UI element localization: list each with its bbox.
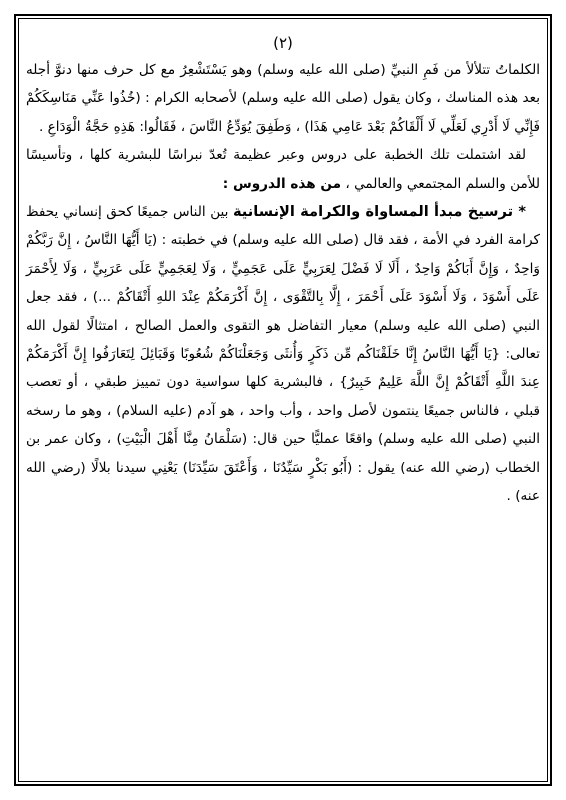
paragraph-lessons-intro	[26, 141, 540, 198]
page-number: (٢)	[273, 34, 293, 52]
lesson-body: بين الناس جميعًا كحق إنساني يحفظ كرامة الفرد في الأمة ، فقد قال (صلى الله عليه وسلم) في خطبته : (يَا أَيُّهَا النَّاسُ ، إِنَّ رَبَّكُمْ وَاحِدٌ ، وَإِنَّ أَبَاكُمْ وَاحِدٌ ، أَلَا لَا فَضْلَ لِعَرَبِيٍّ عَلَى عَجَمِيٍّ ، وَلَا لِعَجَمِيٍّ عَلَى عَرَبِيٍّ ، وَلَا لِأَحْمَرَ عَلَى أَسْوَدَ ، وَلَا أَسْوَدَ عَلَى أَحْمَرَ ، إِلَّا بِالتَّقْوَى ، إِنَّ أَكْرَمَكُمْ عِنْدَ اللهِ أَتْقَاكُمْ ...) ، فقد جعل النبي (صلى الله عليه وسلم) معيار التفاضل هو التقوى والعمل الصالح ، امتثالًا لقول الله تعالى: {يَا أَيُّهَا النَّاسُ إِنَّا خَلَقْنَاكُم مِّن ذَكَرٍ وَأُنثَى وَجَعَلْنَاكُمْ شُعُوبًا وَقَبَائِلَ لِتَعَارَفُوا إِنَّ أَكْرَمَكُمْ عِندَ اللَّهِ أَتْقَاكُمْ إِنَّ اللَّهَ عَلِيمٌ خَبِيرٌ} ، فالبشرية كلها سواسية دون تمييز طبقي ، أو تعصب قبلي ، فالناس جميعًا ينتمون لأصل واحد ، وأب واحد ، هو آدم (عليه السلام) ، وهو ما رسخه النبي (صلى الله عليه وسلم) واقعًا عمليًّا حين قال: (سَلْمَانُ مِنَّا أَهْلَ الْبَيْتِ) ، وكان عمر بن الخطاب (رضي الله عنه) يقول : (أَبُو بَكْرٍ سَيِّدُنَا ، وَأَعْتَقَ سَيِّدَنَا) يَعْنِي سيدنا بلالًا (رضي الله عنه) .	[26, 204, 540, 505]
lessons-lead: من هذه الدروس :	[222, 175, 342, 192]
lessons-intro-text: لقد اشتملت تلك الخطبة على دروس وعبر عظيمة تُعدّ نبراسًا للبشرية كلها ، وتأسيسًا للأمن والسلم المجتمعي والعالمي ،	[26, 147, 540, 192]
paragraph-lesson-equality	[26, 198, 540, 510]
paragraph-farewell-words: الكلماتُ تتلألأ من فَمِ النبيِّ (صلى الله عليه وسلم) وهو يَسْتَشْعِرُ مع كل حرف منها دنوَّ أجله بعد هذه المناسك ، وكان يقول (صلى الله عليه وسلم) لأصحابه الكرام : (خُذُوا عَنِّي مَنَاسِكَكُمْ فَإِنِّي لَا أَدْرِي لَعَلِّي لَا أَلْقَاكُمْ بَعْدَ عَامِي هَذَا) ، وَطَفِقَ يُوَدِّعُ النَّاسَ ، فَقَالُوا: هَذِهِ حَجَّةُ الْوَدَاعِ .	[26, 62, 540, 135]
lesson-heading: * ترسيخ مبدأ المساواة والكرامة الإنسانية	[232, 203, 526, 221]
document-body	[26, 32, 540, 511]
